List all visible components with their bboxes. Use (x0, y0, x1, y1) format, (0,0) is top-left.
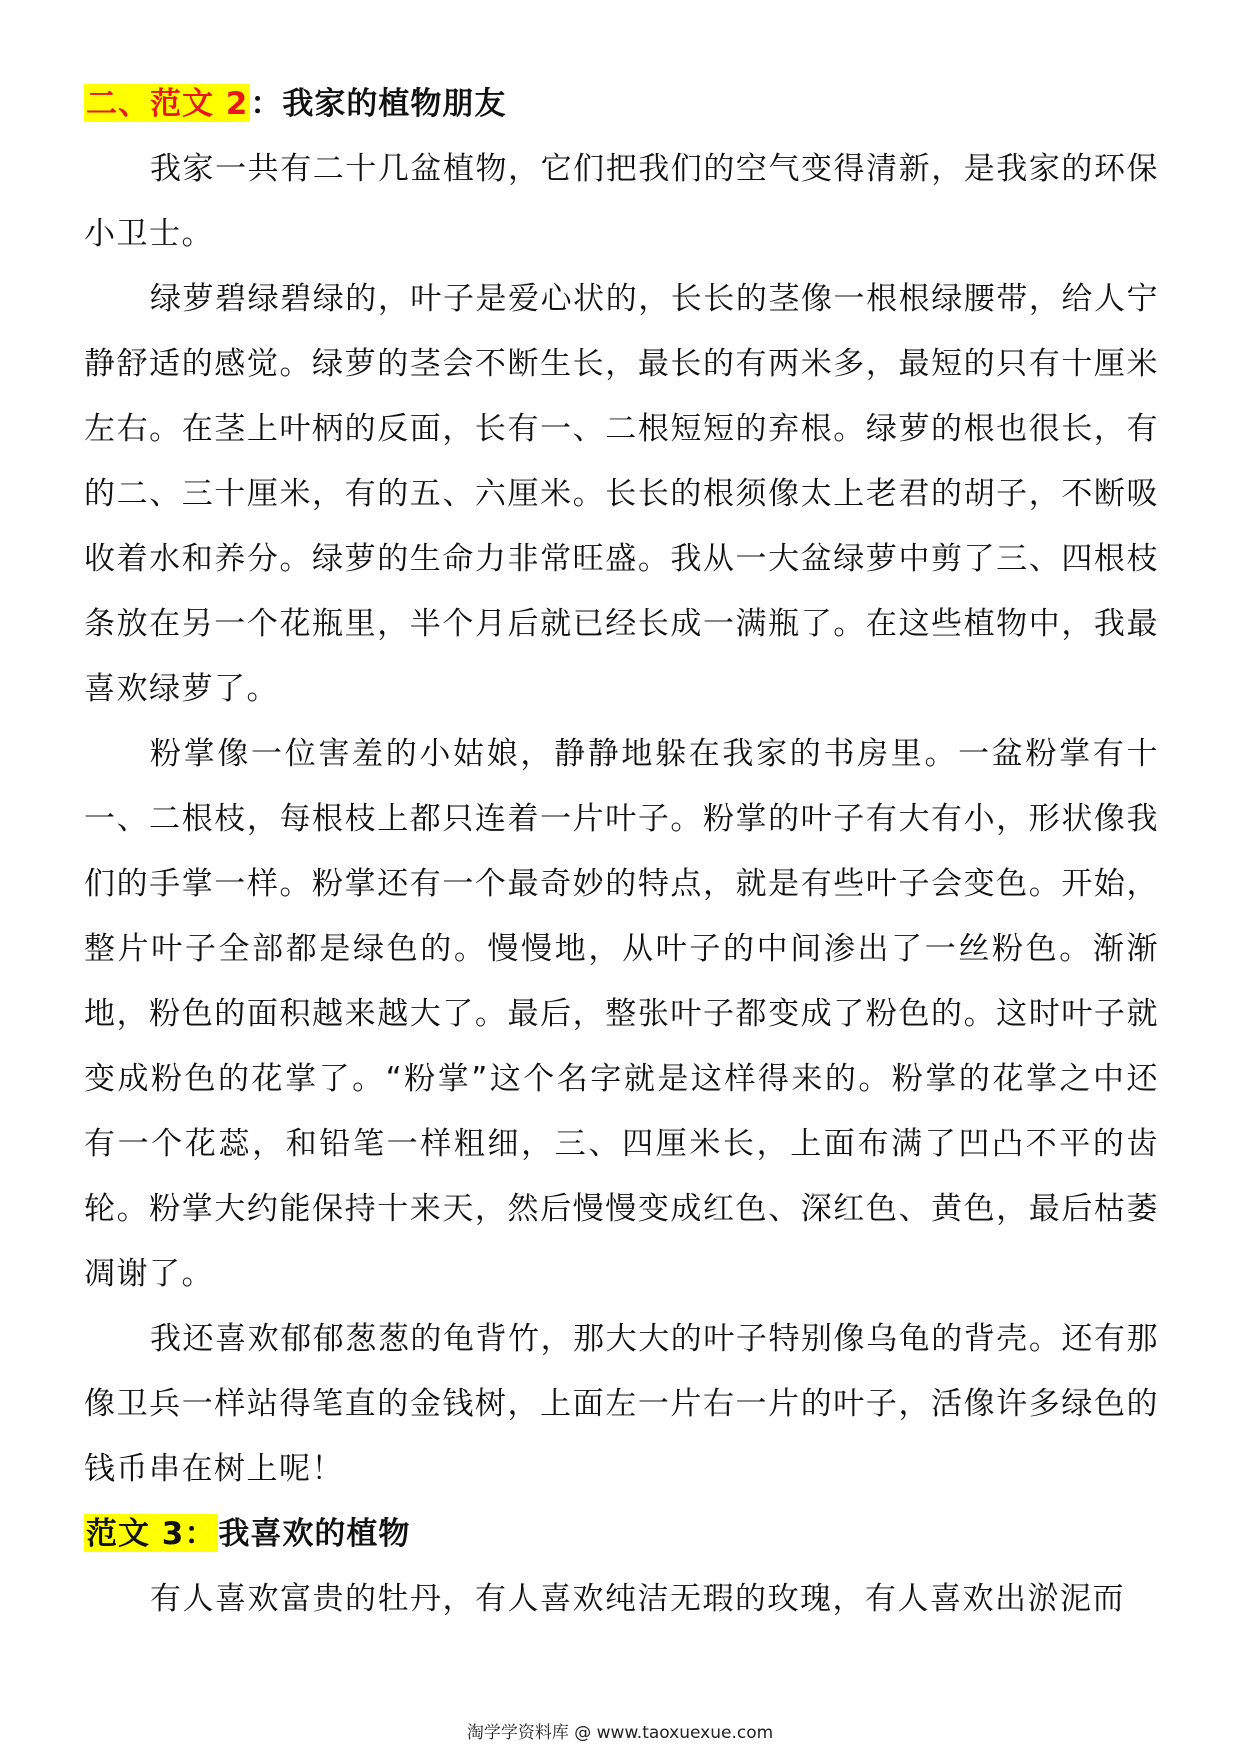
paragraph: 我家一共有二十几盆植物，它们把我们的空气变得清新，是我家的环保小卫士。 (84, 151, 1159, 252)
section-2-label: 二、范文 2 (86, 86, 249, 122)
section-3-label: 范文 3： (86, 1516, 217, 1552)
section-3-heading (84, 1502, 1159, 1567)
paragraph: 有人喜欢富贵的牡丹，有人喜欢纯洁无瑕的玫瑰，有人喜欢出淤泥而 (150, 1581, 1125, 1617)
paragraph: 我还喜欢郁郁葱葱的龟背竹，那大大的叶子特别像乌龟的背壳。还有那像卫兵一样站得笔直的金钱树，上面左一片右一片的叶子，活像许多绿色的钱币串在树上呢！ (84, 1321, 1159, 1487)
document-body (84, 72, 1159, 1632)
paragraph: 粉掌像一位害羞的小姑娘，静静地躲在我家的书房里。一盆粉掌有十一、二根枝，每根枝上都只连着一片叶子。粉掌的叶子有大有小，形状像我们的手掌一样。粉掌还有一个最奇妙的特点，就是有些叶子会变色。开始，整片叶子全部都是绿色的。慢慢地，从叶子的中间渗出了一丝粉色。渐渐地，粉色的面积越来越大了。最后，整张叶子都变成了粉色的。这时叶子就变成粉色的花掌了。“粉掌”这个名字就是这样得来的。粉掌的花掌之中还有一个花蕊，和铅笔一样粗细，三、四厘米长，上面布满了凹凸不平的齿轮。粉掌大约能保持十来天，然后慢慢变成红色、深红色、黄色，最后枯萎凋谢了。 (84, 736, 1159, 1292)
section-2-heading (84, 72, 1159, 137)
paragraph: 绿萝碧绿碧绿的，叶子是爱心状的，长长的茎像一根根绿腰带，给人宁静舒适的感觉。绿萝的茎会不断生长，最长的有两米多，最短的只有十厘米左右。在茎上叶柄的反面，长有一、二根短短的弃根。绿萝的根也很长，有的二、三十厘米，有的五、六厘米。长长的根须像太上老君的胡子，不断吸收着水和养分。绿萝的生命力非常旺盛。我从一大盆绿萝中剪了三、四根枝条放在另一个花瓶里，半个月后就已经长成一满瓶了。在这些植物中，我最喜欢绿萝了。 (84, 281, 1159, 707)
section-2-title: ：我家的植物朋友 (250, 86, 507, 122)
section-3-title: 我喜欢的植物 (218, 1516, 411, 1552)
page-footer: 淘学学资料库 @ www.taoxuexue.com (466, 1723, 774, 1743)
